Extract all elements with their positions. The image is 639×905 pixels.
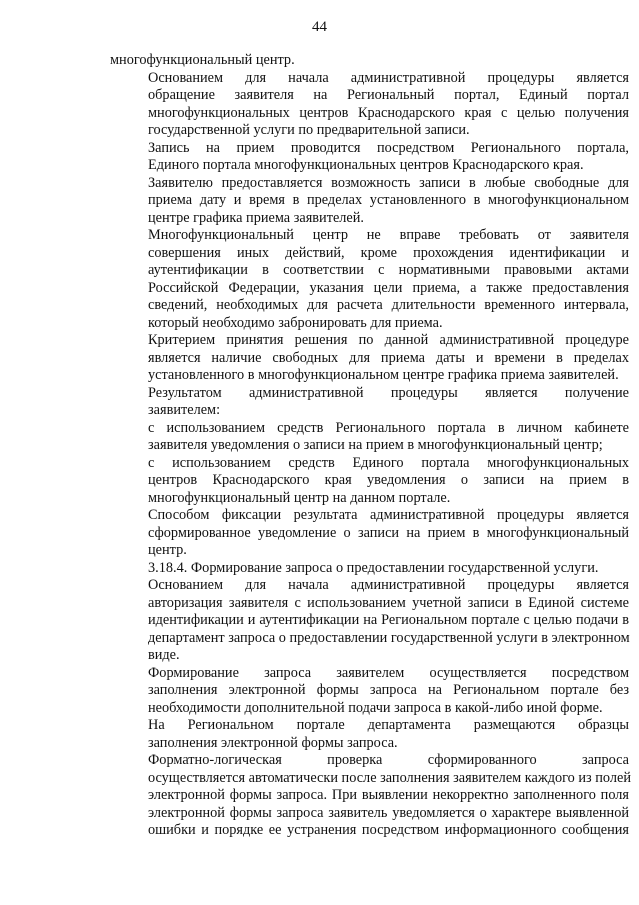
paragraph bbox=[110, 717, 629, 752]
paragraph-line: сведений, необходимых для расчета длительности временного интервала, bbox=[148, 297, 629, 313]
paragraph-line: государственной услуги по предварительной записи. bbox=[148, 122, 470, 138]
paragraph-line: Запись на прием проводится посредством Регионального портала, bbox=[148, 139, 629, 156]
paragraph bbox=[110, 140, 629, 175]
paragraph-line: ошибки и порядке ее устранения посредством информационного сообщения bbox=[148, 822, 629, 838]
paragraph bbox=[110, 70, 629, 140]
paragraph-line: Основанием для начала административной процедуры является bbox=[148, 577, 629, 593]
paragraph bbox=[110, 455, 629, 508]
paragraph bbox=[110, 665, 629, 718]
paragraph-line: виде. bbox=[148, 647, 180, 663]
paragraph-line: приема дату и время в пределах установленного в многофункциональном bbox=[148, 192, 629, 208]
paragraph-line: Формирование запроса заявителем осуществляется посредством bbox=[148, 664, 629, 681]
paragraph-line: с использованием средств Единого портала многофункциональных bbox=[148, 454, 629, 471]
paragraph-line: Форматно-логическая проверка сформированного запроса bbox=[148, 752, 629, 768]
paragraph-line: заявителя уведомления о записи на прием в многофункциональный центр; bbox=[148, 437, 603, 453]
paragraph bbox=[110, 752, 632, 840]
paragraph-line: Способом фиксации результата административной процедуры является bbox=[148, 507, 629, 523]
paragraph-line: авторизация заявителя с использованием учетной записи в Единой системе bbox=[148, 594, 629, 611]
paragraph-line: заявителем: bbox=[148, 402, 221, 418]
paragraph-line: Российской Федерации, указания цели приема, а также предоставления bbox=[148, 279, 629, 296]
paragraph-line: центр. bbox=[148, 542, 187, 558]
paragraph-line: электронной формы запроса заявитель уведомляется о характере выявленной bbox=[148, 804, 629, 821]
paragraph-line: заполнения электронной формы запроса на Региональном портале без bbox=[148, 682, 629, 698]
paragraph-line: На Региональном портале департамента размещаются образцы bbox=[148, 717, 629, 733]
paragraph-line: департамент запроса о предоставлении государственной услуги в электронном bbox=[148, 629, 630, 646]
paragraph bbox=[110, 507, 629, 560]
paragraph-line: электронной формы запроса. При выявлении некорректно заполненного поля bbox=[148, 787, 629, 803]
paragraph-line: 3.18.4. Формирование запроса о предоставлении государственной услуги. bbox=[148, 559, 599, 576]
paragraph-line: центре графика приема заявителей. bbox=[148, 209, 364, 226]
paragraph bbox=[110, 332, 629, 385]
paragraph-line: аутентификации в соответствии с нормативными правовыми актами bbox=[148, 262, 629, 278]
paragraph-line: многофункциональных центров Краснодарского края с целью получения bbox=[148, 104, 629, 121]
paragraph-line: многофункциональный центр на данном портале. bbox=[148, 489, 451, 506]
paragraph bbox=[110, 175, 629, 228]
paragraph-line: установленного в многофункциональном центре графика приема заявителей. bbox=[148, 367, 619, 383]
paragraph bbox=[110, 227, 629, 332]
paragraph bbox=[110, 385, 629, 420]
paragraph bbox=[110, 577, 629, 665]
paragraph-line: идентификации и аутентификации на Региональном портале с целью подачи в bbox=[148, 612, 629, 628]
paragraph-line: заполнения электронной формы запроса. bbox=[148, 734, 398, 751]
paragraph-line: центров Краснодарского края уведомления о записи на прием в bbox=[148, 472, 629, 488]
paragraph-line: осуществляется автоматически после заполнения заявителем каждого из полей bbox=[148, 769, 632, 786]
paragraph-line: обращение заявителя на Региональный портал, Единый портал bbox=[148, 87, 629, 103]
paragraph-line: многофункциональный центр. bbox=[110, 52, 295, 68]
page-number: 44 bbox=[312, 19, 327, 35]
paragraph-line: Основанием для начала административной процедуры является bbox=[148, 69, 629, 86]
paragraph-line: Результатом административной процедуры является получение bbox=[148, 384, 629, 401]
paragraph-line: является наличие свободных для приема даты и времени в пределах bbox=[148, 349, 629, 366]
paragraph-line: который необходимо забронировать для приема. bbox=[148, 314, 443, 331]
paragraph-line: Критерием принятия решения по данной административной процедуре bbox=[148, 332, 629, 348]
paragraph-line: Единого портала многофункциональных центров Краснодарского края. bbox=[148, 157, 584, 173]
paragraph bbox=[110, 52, 629, 70]
paragraph-line: Заявителю предоставляется возможность записи в любые свободные для bbox=[148, 174, 629, 191]
document-body bbox=[110, 52, 632, 840]
paragraph-line: сформированное уведомление о записи на прием в многофункциональный bbox=[148, 524, 629, 541]
paragraph bbox=[110, 420, 629, 455]
paragraph-line: с использованием средств Регионального портала в личном кабинете bbox=[148, 419, 629, 436]
paragraph-line: необходимости дополнительной подачи запроса в какой-либо иной форме. bbox=[148, 699, 603, 716]
paragraph-line: совершения иных действий, кроме прохождения идентификации и bbox=[148, 244, 629, 261]
paragraph-line: Многофункциональный центр не вправе требовать от заявителя bbox=[148, 227, 629, 243]
paragraph bbox=[110, 560, 629, 578]
